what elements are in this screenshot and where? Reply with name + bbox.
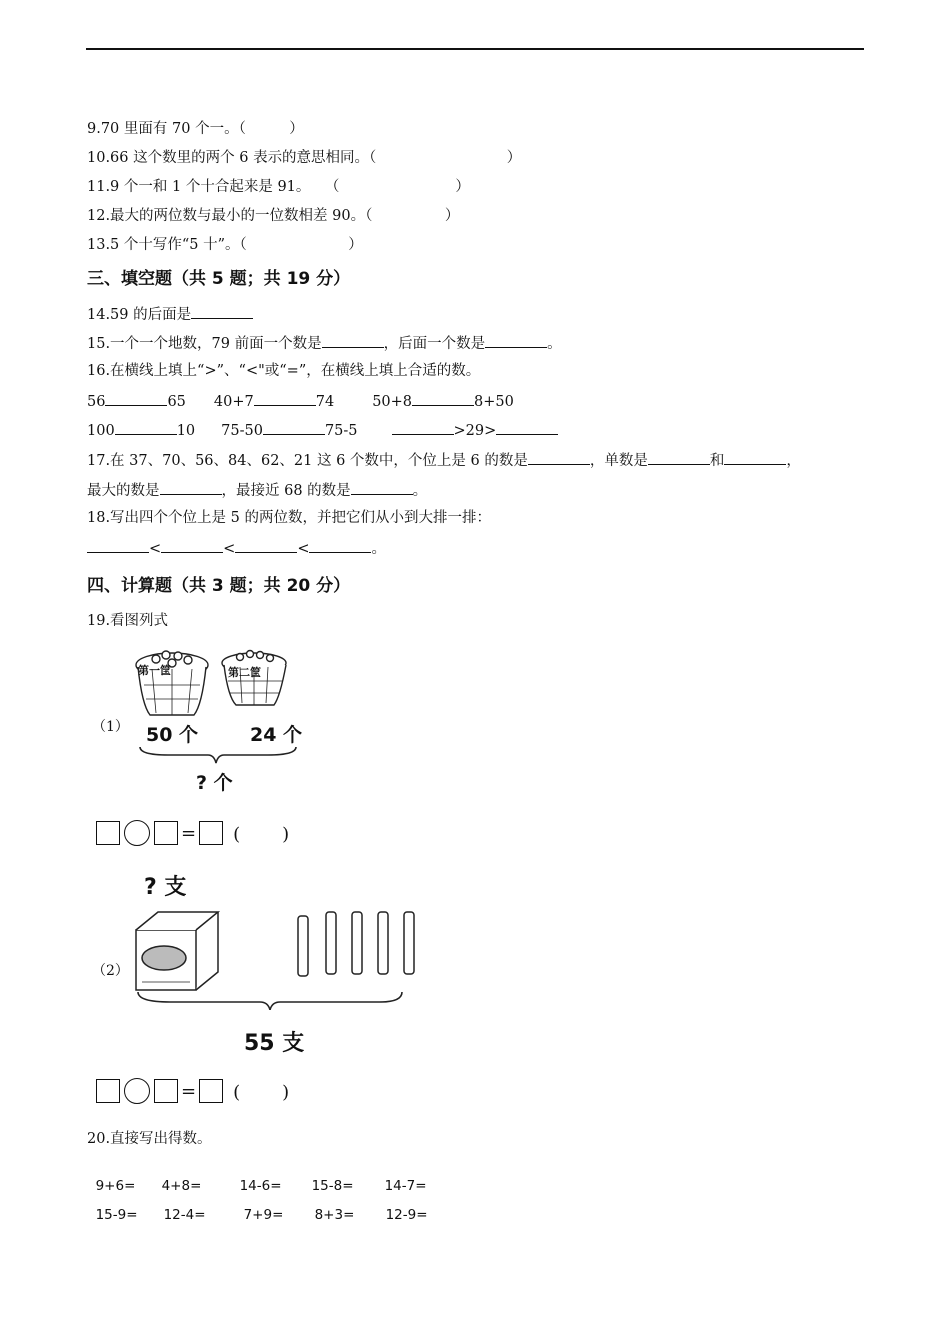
question-11: 11.9 个一和 1 个十合起来是 91。 （ ） [87, 179, 470, 195]
answer-blank[interactable] [160, 480, 222, 495]
equation-2 [96, 1078, 291, 1104]
q16-expr: >29> [453, 423, 497, 439]
answer-blank[interactable] [191, 304, 253, 319]
q16-expr: 74 [315, 394, 335, 410]
calc-item: 14-6= [239, 1178, 282, 1194]
answer-blank[interactable] [87, 538, 149, 553]
q16-expr: 40+7 [213, 394, 254, 410]
answer-box[interactable] [154, 821, 178, 845]
answer-box[interactable] [96, 1079, 120, 1103]
pencil-box [136, 912, 218, 990]
calc-row-2 [87, 1188, 428, 1224]
sub-label-2: （2） [92, 963, 129, 979]
equation-1 [96, 820, 291, 846]
basket-2-label: 第二筐 [228, 666, 261, 679]
basket-1-label: 第一筐 [138, 664, 171, 677]
answer-blank[interactable] [105, 391, 167, 406]
calc-item: 9+6= [95, 1178, 136, 1194]
q14-text: 14.59 的后面是 [87, 307, 192, 323]
answer-blank[interactable] [648, 450, 710, 465]
calc-item: 12-4= [163, 1207, 206, 1223]
q17-text-d: ， [786, 453, 801, 469]
brace-1 [140, 747, 296, 763]
q16-expr: 75-50 [221, 423, 263, 439]
answer-blank[interactable] [392, 420, 454, 435]
equals-sign: = [181, 1080, 197, 1102]
answer-box[interactable] [96, 821, 120, 845]
unit-paren[interactable]: ( ) [233, 824, 292, 845]
q17-text-f: ，最接近 68 的数是 [221, 483, 351, 499]
question-19: 19.看图列式 [87, 613, 169, 629]
calc-item: 8+3= [314, 1207, 355, 1223]
question-18: 18.写出四个个位上是 5 的两位数，并把它们从小到大排一排： [87, 510, 492, 526]
question-17-line-2 [87, 480, 427, 500]
q16-expr: 56 [87, 394, 106, 410]
question-13: 13.5 个十写作“5 十”。（ ） [87, 237, 363, 253]
q15-text-b: ，后面一个数是 [383, 336, 486, 352]
question-17-line-1 [87, 450, 801, 470]
sub-label-1: （1） [92, 719, 129, 735]
less-than: < [223, 541, 236, 557]
q16-expr: 75-5 [324, 423, 358, 439]
answer-blank[interactable] [309, 538, 371, 553]
question-16-row-1 [87, 391, 514, 411]
pencils [298, 912, 414, 976]
q16-expr: 50+8 [372, 394, 413, 410]
pencils-illustration [130, 906, 422, 1010]
brace-2 [138, 992, 402, 1010]
calc-item: 4+8= [161, 1178, 202, 1194]
answer-blank[interactable] [235, 538, 297, 553]
less-than: < [297, 541, 310, 557]
q15-text-c: 。 [547, 336, 562, 352]
q17-text-e: 最大的数是 [87, 483, 160, 499]
answer-box[interactable] [199, 821, 223, 845]
section-4-heading: 四、计算题（共 3 题；共 20 分） [87, 576, 351, 596]
basket-1 [136, 651, 208, 715]
question-20: 20.直接写出得数。 [87, 1131, 212, 1147]
answer-blank[interactable] [115, 420, 177, 435]
count-2: 24 个 [250, 724, 303, 746]
calc-item: 12-9= [385, 1207, 428, 1223]
question-16-row-2 [87, 420, 558, 440]
operator-circle[interactable] [124, 820, 150, 846]
q16-expr: 8+50 [474, 394, 514, 410]
count-1: 50 个 [146, 724, 199, 746]
question-16: 16.在横线上填上“>”、“<"或“=”，在横线上填上合适的数。 [87, 363, 481, 379]
answer-box[interactable] [199, 1079, 223, 1103]
answer-blank[interactable] [322, 333, 384, 348]
calc-item: 15-8= [311, 1178, 354, 1194]
answer-box[interactable] [154, 1079, 178, 1103]
question-14 [87, 304, 253, 324]
q16-expr: 100 [87, 423, 115, 439]
question-9: 9.70 里面有 70 个一。（ ） [87, 121, 304, 137]
q17-text-g: 。 [412, 483, 428, 499]
q16-expr: 65 [167, 394, 186, 410]
answer-blank[interactable] [351, 480, 413, 495]
answer-blank[interactable] [724, 450, 786, 465]
period: 。 [371, 541, 386, 557]
q17-text-b: ，单数是 [589, 453, 648, 469]
answer-blank[interactable] [161, 538, 223, 553]
equals-sign: = [181, 822, 197, 844]
total-1: ? 个 [196, 772, 233, 794]
answer-blank[interactable] [528, 450, 590, 465]
question-12: 12.最大的两位数与最小的一位数相差 90。（ ） [87, 208, 460, 224]
section-3-heading: 三、填空题（共 5 题；共 19 分） [87, 269, 351, 289]
less-than: < [149, 541, 162, 557]
operator-circle[interactable] [124, 1078, 150, 1104]
answer-blank[interactable] [254, 391, 316, 406]
total-2: 55 支 [244, 1031, 305, 1056]
calc-item: 15-9= [95, 1207, 138, 1223]
answer-blank[interactable] [496, 420, 558, 435]
total-2-top: ? 支 [144, 875, 187, 900]
header-rule [86, 48, 864, 50]
calc-item: 7+9= [243, 1207, 284, 1223]
q17-text-c: 和 [709, 453, 725, 469]
answer-blank[interactable] [263, 420, 325, 435]
q15-text-a: 15.一个一个地数，79 前面一个数是 [87, 336, 322, 352]
q17-text-a: 17.在 37、70、56、84、62、21 这 6 个数中，个位上是 6 的数是 [87, 453, 528, 469]
answer-blank[interactable] [485, 333, 547, 348]
answer-blank[interactable] [412, 391, 474, 406]
calc-item: 14-7= [384, 1178, 427, 1194]
question-18-answer [87, 538, 386, 558]
question-15 [87, 333, 562, 353]
unit-paren[interactable]: ( ) [233, 1082, 292, 1103]
q16-expr: 10 [176, 423, 196, 439]
question-10: 10.66 这个数里的两个 6 表示的意思相同。（ ） [87, 150, 522, 166]
